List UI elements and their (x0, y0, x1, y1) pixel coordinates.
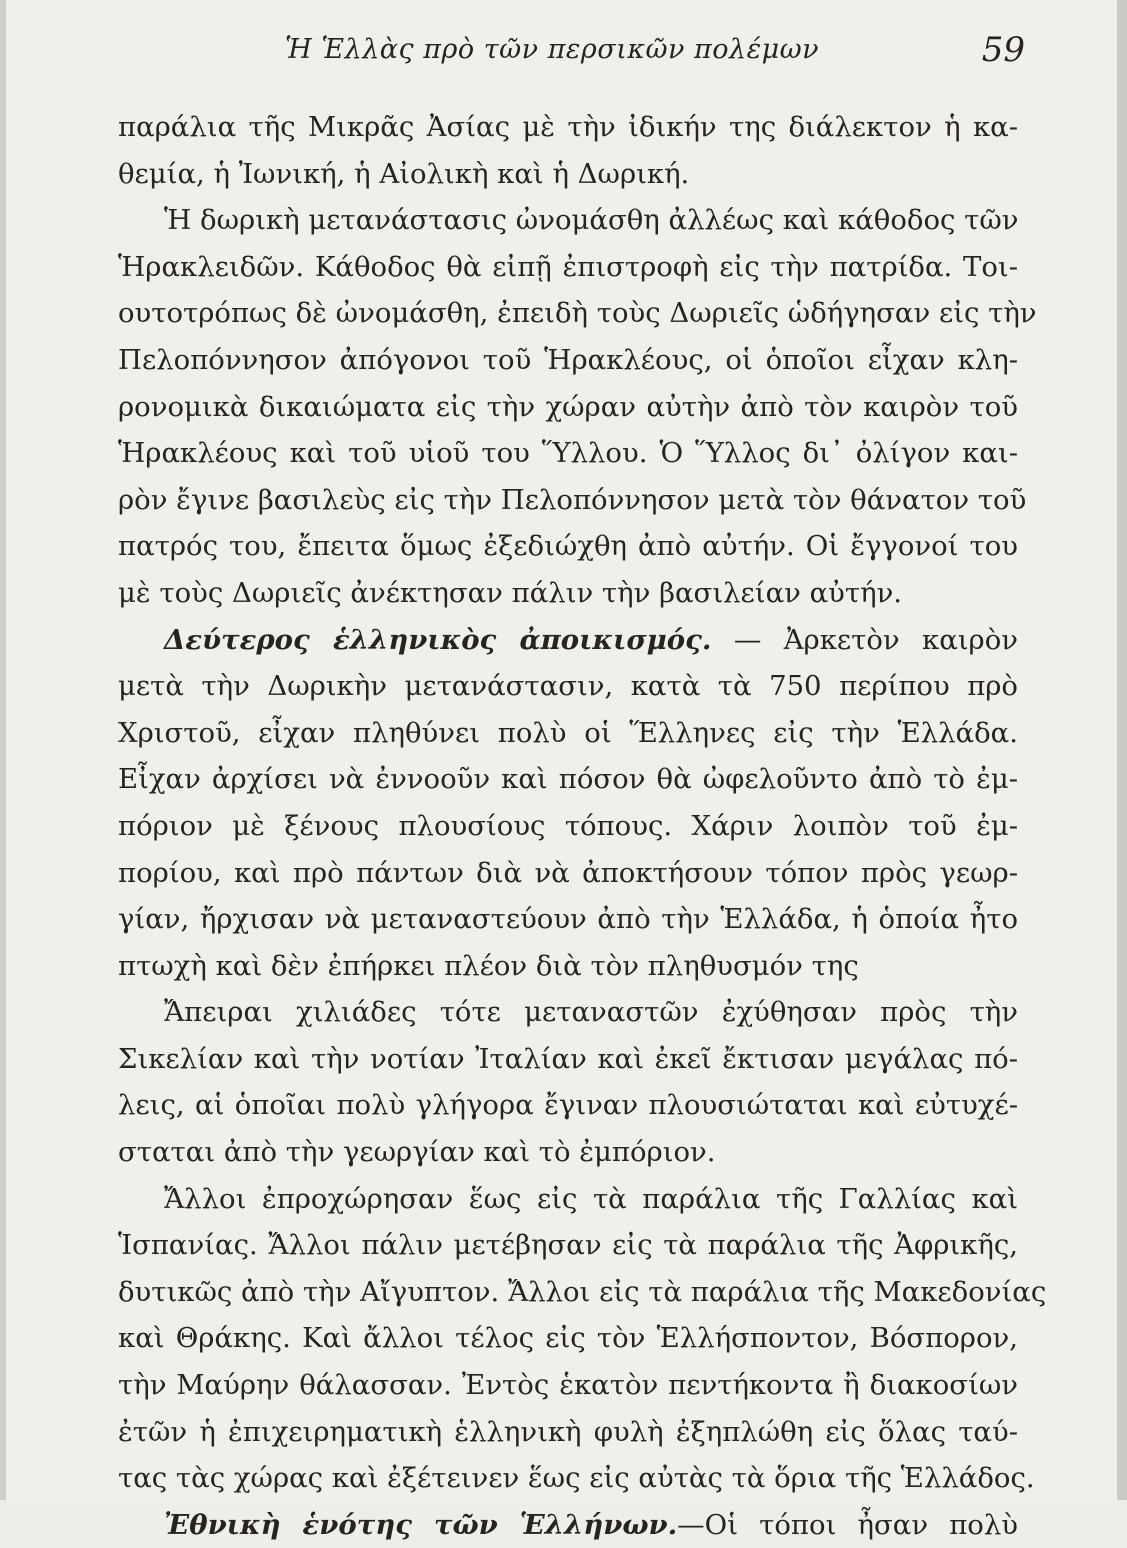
text-line: λεις, αἱ ὁποῖαι πολὺ γλήγορα ἔγιναν πλουσιώταται καὶ εὐτυχέ- (118, 1089, 1018, 1122)
page-right-edge (1117, 0, 1127, 1500)
text-line: Ἄλλοι ἐπροχώρησαν ἕως εἰς τὰ παράλια τῆς Γαλλίας καὶ (164, 1182, 1018, 1215)
text-line: πατρός του, ἔπειτα ὅμως ἐξεδιώχθη ἀπὸ αὐτήν. Οἱ ἔγγονοί του (118, 530, 1018, 563)
text-line: πτωχὴ καὶ δὲν ἐπήρκει πλέον διὰ τὸν πληθυσμόν της (118, 949, 859, 982)
text-line: θεμία, ἡ Ἰωνική, ἡ Αἰολικὴ καὶ ἡ Δωρική. (118, 157, 690, 190)
running-title: Ἡ Ἑλλὰς πρὸ τῶν περσικῶν πολέμων (285, 34, 820, 65)
section-heading-line: Δεύτερος ἑλληνικὸς ἀποικισμός. — Ἀρκετὸν καιρὸν (164, 623, 1018, 656)
text-line: πορίου, καὶ πρὸ πάντων διὰ νὰ ἀποκτήσουν τόπον πρὸς γεωρ- (118, 856, 1018, 889)
text-line: ρονομικὰ δικαιώματα εἰς τὴν χώραν αὐτὴν ἀπὸ τὸν καιρὸν τοῦ (118, 390, 1018, 423)
text-line: μὲ τοὺς Δωριεῖς ἀνέκτησαν πάλιν τὴν βασιλείαν αὐτήν. (118, 576, 903, 609)
text-line: γίαν, ἤρχισαν νὰ μεταναστεύουν ἀπὸ τὴν Ἑλλάδα, ἡ ὁποία ἦτο (118, 903, 1018, 936)
text-line: ρὸν ἔγινε βασιλεὺς εἰς τὴν Πελοπόννησον μετὰ τὸν θάνατον τοῦ (118, 483, 1027, 516)
text-line: Ἡρακλειδῶν. Κάθοδος θὰ εἰπῇ ἐπιστροφὴ εἰς τὴν πατρίδα. Τοι- (118, 250, 1018, 283)
page-left-edge (0, 0, 6, 1500)
text-line: Χριστοῦ, εἶχαν πληθύνει πολὺ οἱ Ἕλληνες εἰς τὴν Ἑλλάδα. (118, 716, 1018, 749)
text-line: Ἡ δωρικὴ μετανάστασις ὠνομάσθη ἀλλέως καὶ κάθοδος τῶν (164, 204, 1019, 237)
text-line: Πελοπόννησον ἀπόγονοι τοῦ Ἡρακλέους, οἱ ὁποῖοι εἶχαν κλη- (118, 343, 1018, 376)
page-number: 59 (981, 30, 1025, 70)
text-line: ουτοτρόπως δὲ ὠνομάσθη, ἐπειδὴ τοὺς Δωριεῖς ὡδήγησαν εἰς τὴν (118, 297, 1037, 330)
text-line: Εἶχαν ἀρχίσει νὰ ἐννοοῦν καὶ πόσον θὰ ὠφελοῦντο ἀπὸ τὸ ἐμ- (118, 763, 1018, 796)
text-line: πόριον μὲ ξένους πλουσίους τόπους. Χάριν λοιπὸν τοῦ ἐμ- (118, 809, 1018, 842)
text-line: δυτικῶς ἀπὸ τὴν Αἴγυπτον. Ἄλλοι εἰς τὰ παράλια τῆς Μακεδονίας (118, 1275, 1047, 1308)
section-heading: Ἐθνικὴ ἑνότης τῶν Ἑλλήνων. (164, 1508, 678, 1541)
page-header (285, 30, 1025, 76)
section-heading: Δεύτερος ἑλληνικὸς ἀποικισμός. (164, 623, 712, 656)
text-line: Ἱσπανίας. Ἄλλοι πάλιν μετέβησαν εἰς τὰ παράλια τῆς Ἀφρικῆς, (118, 1229, 1018, 1262)
text-line: παράλια τῆς Μικρᾶς Ἀσίας μὲ τὴν ἰδικήν της διάλεκτον ἡ κα- (118, 111, 1018, 143)
text-line: τὴν Μαύρην θάλασσαν. Ἐντὸς ἑκατὸν πεντήκοντα ἢ διακοσίων (118, 1369, 1018, 1402)
section-heading-line: Ἐθνικὴ ἑνότης τῶν Ἑλλήνων.—Οἱ τόποι ἦσαν πολὺ (164, 1508, 1018, 1541)
text-line: μετὰ τὴν Δωρικὴν μετανάστασιν, κατὰ τὰ 750 περίπου πρὸ (118, 670, 1018, 703)
text-line: τας τὰς χώρας καὶ ἐξέτεινεν ἕως εἰς αὐτὰς τὰ ὅρια τῆς Ἑλλάδος. (118, 1462, 1035, 1495)
text-line: Ἡρακλέους καὶ τοῦ υἱοῦ του Ὕλλου. Ὁ Ὕλλος δι᾽ ὀλίγον και- (118, 437, 1018, 470)
text-line: σταται ἀπὸ τὴν γεωργίαν καὶ τὸ ἐμπόριον. (118, 1136, 716, 1169)
text-line: ἐτῶν ἡ ἐπιχειρηματικὴ ἑλληνικὴ φυλὴ ἐξηπλώθη εἰς ὅλας ταύ- (118, 1415, 1018, 1448)
text-line: Ἄπειραι χιλιάδες τότε μεταναστῶν ἐχύθησαν πρὸς τὴν (164, 996, 1018, 1029)
text-line: καὶ Θράκης. Καὶ ἄλλοι τέλος εἰς τὸν Ἑλλήσποντον, Βόσπορον, (118, 1322, 1018, 1355)
body-text (118, 104, 1047, 1548)
text-line: Σικελίαν καὶ τὴν νοτίαν Ἰταλίαν καὶ ἐκεῖ ἔκτισαν μεγάλας πό- (118, 1042, 1018, 1075)
